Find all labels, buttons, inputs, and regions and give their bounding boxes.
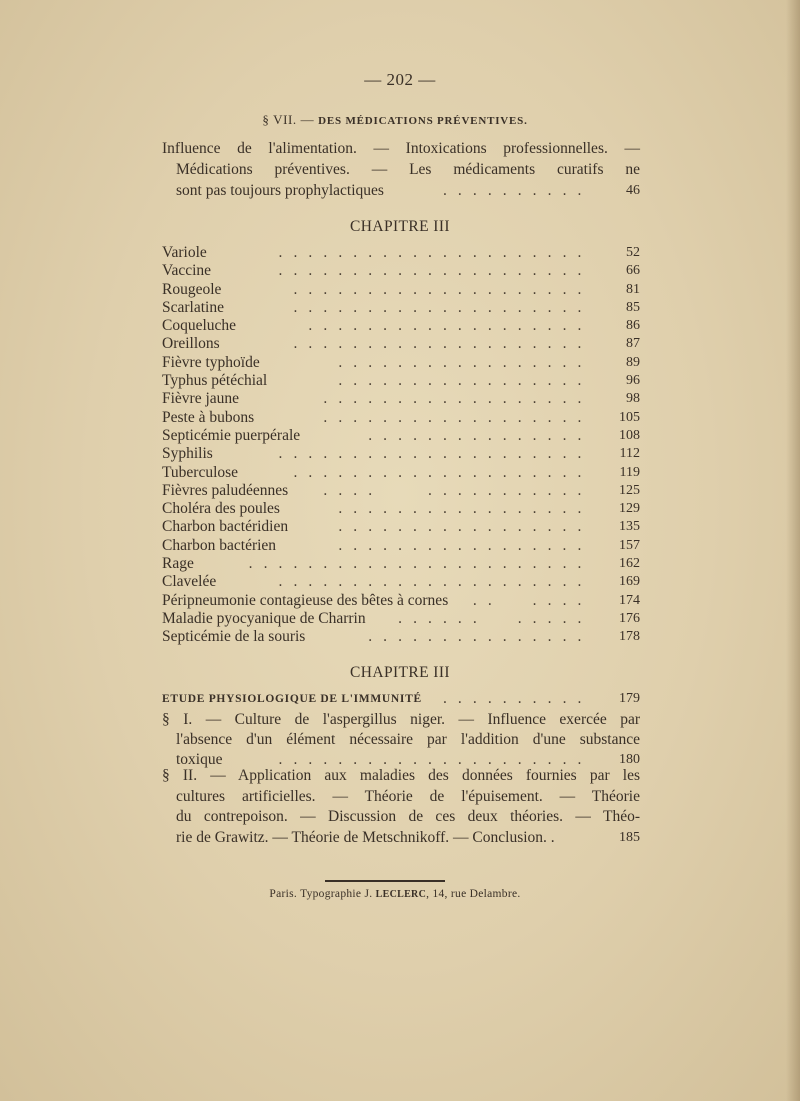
leader-dots: . . . . . . . . . . . . . . . . . . . . . — [278, 262, 585, 280]
toc-entry — [162, 244, 640, 262]
page-number: — 202 — — [364, 70, 436, 89]
page-ref: 108 — [619, 427, 640, 443]
paragraph-line: toxique — [176, 751, 223, 768]
paragraph-section-1 — [162, 710, 640, 770]
disease-list — [162, 244, 640, 647]
toc-entry-title: Rougeole — [162, 280, 222, 298]
toc-entry — [162, 262, 640, 280]
toc-entry-title: Vaccine — [162, 262, 212, 280]
page-ref: 66 — [626, 263, 640, 279]
leader-dots: . . . . . . . . . . . . . . . . . — [338, 518, 585, 536]
paragraph-line: cultures artificielles. — Théorie de l'épuisement. — Théorie — [176, 787, 640, 805]
toc-entry — [162, 628, 640, 646]
leader-dots: . . . . . . . . . . . . . . . . . — [338, 372, 585, 390]
leader-dots: . . . . . . . . . . . . . . . . . . . . . — [278, 244, 585, 261]
toc-entry-title: ETUDE PHYSIOLOGIQUE DE L'IMMUNITÉ — [162, 693, 422, 705]
section-heading — [0, 112, 790, 128]
toc-entry-title: Fièvre typhoïde — [162, 353, 260, 371]
leader-dots: . . . . . . . . . . — [442, 182, 585, 199]
page-ref: 86 — [626, 318, 640, 334]
page-ref: 81 — [626, 281, 640, 297]
leader-dots: . . . . . . . . . . . . . . . . . . — [323, 390, 585, 408]
toc-entry — [162, 537, 640, 555]
page-ref: 179 — [619, 691, 640, 706]
toc-entry-title: Maladie pyocyanique de Charrin — [162, 609, 366, 627]
leader-dots: . . . . . . . . . . . . . . . . . . . . — [293, 335, 585, 353]
page-ref: 52 — [626, 245, 640, 260]
page-ref: 105 — [619, 409, 640, 425]
toc-entry — [162, 335, 640, 353]
section-paragraph-last-line — [162, 180, 640, 201]
page-ref: 135 — [619, 519, 640, 535]
etude-entry — [162, 690, 640, 708]
toc-entry-title: Péripneumonie contagieuse des bêtes à cornes — [162, 591, 449, 609]
toc-entry-title: Peste à bubons — [162, 408, 255, 426]
toc-entry — [162, 482, 640, 500]
leader-dots: . . . . . . . . . . . . . . . . . . . . . — [278, 573, 585, 591]
section-paragraph-line: Influence de l'alimentation. — Intoxications professionnelles. — — [162, 140, 640, 157]
page-ref: 112 — [619, 446, 640, 462]
leader-dots: . . . . . . . . . . . . . . . . . . . . . . . — [248, 555, 585, 573]
toc-entry — [162, 592, 640, 610]
leader-dots: . . . . . . . . . . . . . . . . . . . . — [293, 280, 585, 298]
toc-entry-title: Clavelée — [162, 573, 217, 591]
leader-dots: . . . . . . . . . . . . . . . . . — [338, 536, 585, 554]
paragraph-section-2 — [162, 766, 640, 848]
toc-entry — [162, 427, 640, 445]
page-ref: 180 — [619, 752, 640, 767]
toc-entry-title: Tuberculose — [162, 463, 239, 481]
toc-entry — [162, 464, 640, 482]
toc-entry — [162, 409, 640, 427]
leader-dots: . . . . . . . . . . . — [398, 609, 585, 627]
section-paragraph — [162, 138, 640, 201]
toc-entry-title: Variole — [162, 244, 207, 261]
toc-entry-title: Syphilis — [162, 445, 213, 463]
leader-dots: . . . . . . . . . . . . . . . . . . . . . — [278, 751, 585, 768]
page-ref: 174 — [619, 592, 640, 608]
leader-dots: . . . . . . . . . . . . . . . . . . . — [308, 317, 585, 335]
toc-entry — [162, 573, 640, 591]
page-ref: 129 — [619, 501, 640, 517]
chapter-heading: CHAPITRE III — [350, 664, 450, 681]
page-ref: 98 — [626, 391, 640, 407]
toc-entry — [162, 500, 640, 518]
page-ref: 162 — [619, 556, 640, 572]
toc-entry-title: Charbon bactérien — [162, 536, 277, 554]
toc-entry-title: Oreillons — [162, 335, 220, 353]
page-ref: 178 — [619, 629, 640, 645]
toc-entry — [162, 372, 640, 390]
page-ref: 89 — [626, 354, 640, 370]
leader-dots: . . . . . . . . . . . . . . . — [368, 628, 585, 646]
imprint-text: Paris. Typographie J. — [269, 888, 373, 900]
toc-entry — [162, 518, 640, 536]
toc-entry-title: Fièvres paludéennes — [162, 481, 289, 499]
toc-entry — [162, 690, 640, 708]
paragraph-last-line — [162, 828, 640, 849]
section-prefix: § VII. — — [262, 112, 315, 127]
toc-entry-title: Rage — [162, 555, 194, 573]
imprint-address: , 14, rue Delambre. — [426, 888, 521, 900]
page-ref: 87 — [626, 336, 640, 352]
paragraph-line: rie de Grawitz. — Théorie de Metschnikoff. — Conclusion. . — [176, 828, 555, 846]
section-paragraph-line: Médications préventives. — Les médicaments curatifs ne — [176, 161, 640, 178]
page-ref: 157 — [619, 537, 640, 553]
leader-dots: . . . . . . . . . . . . . . . — [323, 481, 585, 499]
leader-dots: . . . . . . . . . . — [442, 690, 585, 707]
toc-entry-title: Fièvre jaune — [162, 390, 240, 408]
leader-dots: . . . . . . . . . . . . . . . . . — [338, 353, 585, 371]
section-title-text: DES MÉDICATIONS PRÉVENTIVES. — [318, 115, 528, 127]
page-edge-shadow — [786, 0, 800, 1101]
page-ref: 85 — [626, 299, 640, 315]
paragraph-line: § I. — Culture de l'aspergillus niger. — Influence exercée par — [162, 711, 640, 728]
paragraph-line: § II. — Application aux maladies des données fournies par les — [162, 767, 640, 784]
page-ref: 176 — [619, 610, 640, 626]
section-paragraph-line: sont pas toujours prophylactiques — [176, 182, 384, 199]
leader-dots: . . . . . . . . . . . . . . . . . . . . — [293, 298, 585, 316]
leader-dots: . . . . . . . . . . . . . . . . . . — [323, 408, 585, 426]
page-ref: 119 — [619, 464, 640, 480]
page-ref: 46 — [626, 183, 640, 198]
toc-entry-title: Septicémie puerpérale — [162, 426, 301, 444]
paragraph-line: l'absence d'un élément nécessaire par l'addition d'une substance — [176, 731, 640, 748]
toc-entry-title: Typhus pétéchial — [162, 372, 268, 390]
chapter-heading: CHAPITRE III — [350, 218, 450, 235]
toc-entry-title: Choléra des poules — [162, 500, 280, 518]
toc-entry — [162, 317, 640, 335]
paragraph-line: du contrepoison. — Discussion de ces deux théories. — Théo- — [176, 808, 640, 825]
page-ref: 185 — [619, 829, 640, 845]
leader-dots: . . . . . . . . . . . . . . . . . — [338, 500, 585, 518]
leader-dots: . . . . . . — [472, 591, 585, 609]
toc-entry — [162, 555, 640, 573]
leader-dots: . . . . . . . . . . . . . . . — [368, 426, 585, 444]
toc-entry — [162, 610, 640, 628]
toc-entry-title: Charbon bactéridien — [162, 518, 289, 536]
leader-dots: . . . . . . . . . . . . . . . . . . . . . — [278, 445, 585, 463]
leader-dots: . . . . . . . . . . . . . . . . . . . . — [293, 463, 585, 481]
toc-entry-title: Scarlatine — [162, 298, 224, 316]
toc-entry — [162, 299, 640, 317]
page-ref: 169 — [619, 574, 640, 590]
page-ref: 96 — [626, 373, 640, 389]
toc-entry — [162, 390, 640, 408]
printer-name: LECLERC — [375, 889, 427, 900]
footer-rule — [325, 880, 445, 882]
toc-entry-title: Septicémie de la souris — [162, 628, 306, 646]
toc-entry-title: Coqueluche — [162, 317, 237, 335]
toc-entry — [162, 354, 640, 372]
toc-entry — [162, 445, 640, 463]
toc-entry — [162, 281, 640, 299]
printer-imprint — [0, 888, 790, 900]
page-ref: 125 — [619, 482, 640, 498]
